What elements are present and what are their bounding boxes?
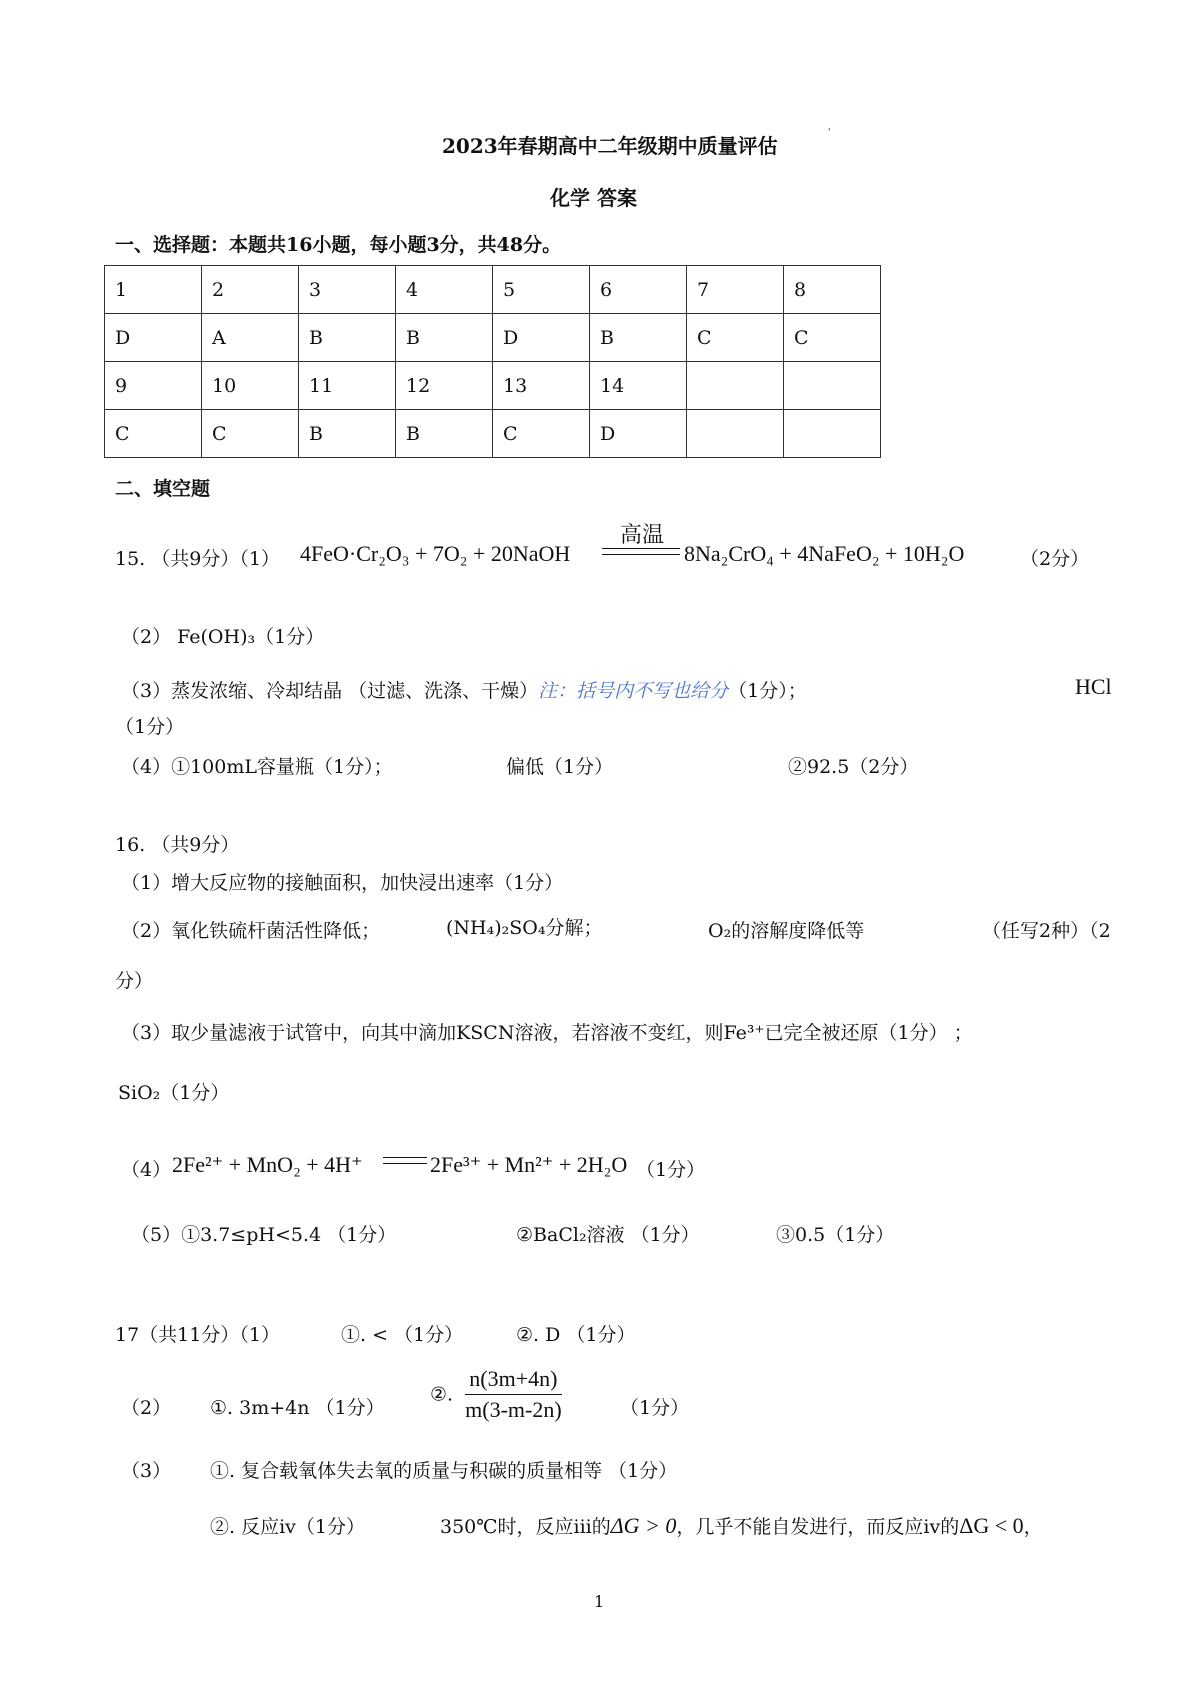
q16-part2-c: O₂的溶解度降低等 [708, 920, 865, 942]
q16-part4-score: （1分） [636, 1159, 706, 1181]
q17-part2-score: （1分） [620, 1397, 690, 1419]
table-cell: C [105, 410, 202, 458]
q15-part3-hcl-score: （1分） [115, 716, 185, 738]
q17-part3-c-math2: ΔG < 0 [959, 1513, 1024, 1538]
q16-label: 16. （共9分） [115, 834, 240, 856]
q15-label: 15. （共9分）（1） [115, 548, 280, 570]
q17-part3-c-text1: 350℃时，反应iii的 [440, 1516, 611, 1538]
q16-part2-a: （2）氧化铁硫杆菌活性降低； [121, 920, 381, 942]
q17-part1-b: ②. D （1分） [516, 1324, 636, 1346]
table-cell: B [396, 314, 493, 362]
table-cell: 5 [493, 266, 590, 314]
q15-part3-hcl: HCl [1075, 674, 1112, 699]
answer-table [104, 265, 881, 458]
table-cell [687, 362, 784, 410]
q17-part2-b [430, 1366, 568, 1423]
q17-part3-c-text2: ，几乎不能自发进行，而反应iv的 [676, 1516, 960, 1538]
table-cell: 1 [105, 266, 202, 314]
table-cell: D [105, 314, 202, 362]
table-row [105, 410, 881, 458]
page-subtitle: 化学 答案 [550, 186, 637, 210]
table-cell: 8 [784, 266, 881, 314]
table-cell [784, 362, 881, 410]
q17-part3-c [440, 1512, 1043, 1539]
q15-equation-score: （2分） [1020, 548, 1090, 570]
table-cell: C [202, 410, 299, 458]
q16-part4-label: （4） [121, 1159, 172, 1181]
q16-part4-left: 2Fe²⁺ + MnO₂ + 4H⁺ [172, 1152, 363, 1177]
table-cell: C [687, 314, 784, 362]
q17-part3-c-text3: ， [1023, 1516, 1043, 1538]
table-cell: B [299, 410, 396, 458]
q16-part4-right: 2Fe³⁺ + Mn²⁺ + 2H₂O [430, 1152, 628, 1177]
page-number: 1 [594, 1592, 605, 1611]
q17-label: 17（共11分）（1） [115, 1324, 280, 1346]
q17-part3-label: （3） [121, 1460, 172, 1482]
table-cell: A [202, 314, 299, 362]
q16-part5-b: ②BaCl₂溶液 （1分） [516, 1224, 700, 1246]
equation-double-bar [602, 548, 680, 555]
table-cell: C [493, 410, 590, 458]
section1-heading: 一、选择题：本题共16小题，每小题3分，共48分。 [115, 234, 562, 256]
table-cell: 3 [299, 266, 396, 314]
fraction-numerator: n(3m+4n) [465, 1366, 562, 1395]
section2-heading: 二、填空题 [115, 478, 211, 500]
q15-equation-left: 4FeO·Cr₂O₃ + 7O₂ + 20NaOH [300, 541, 571, 566]
table-cell: 2 [202, 266, 299, 314]
q17-part3-c-math1: ΔG > 0 [610, 1513, 677, 1538]
table-row [105, 314, 881, 362]
q16-part5-a: （5）①3.7≤pH<5.4 （1分） [131, 1224, 397, 1246]
table-cell [784, 410, 881, 458]
table-cell: B [590, 314, 687, 362]
q15-part4-a: （4）①100mL容量瓶（1分）； [121, 756, 393, 778]
table-cell: D [493, 314, 590, 362]
table-cell: 11 [299, 362, 396, 410]
q15-part3-score: （1分）； [728, 680, 807, 702]
q17-part2-b-prefix: ②. [430, 1383, 454, 1406]
page-title: 2023年春期高中二年级期中质量评估 [442, 134, 778, 158]
table-row [105, 362, 881, 410]
table-cell: B [299, 314, 396, 362]
table-cell: B [396, 410, 493, 458]
table-cell: D [590, 410, 687, 458]
q15-condition: 高温 [620, 522, 665, 547]
q17-part3-b: ②. 反应iv（1分） [210, 1516, 365, 1538]
q15-part3-main: （3）蒸发浓缩、冷却结晶 （过滤、洗涤、干燥） [121, 680, 539, 702]
table-cell: 12 [396, 362, 493, 410]
q15-part4-c: ②92.5（2分） [788, 756, 919, 778]
table-cell: 14 [590, 362, 687, 410]
fraction-denominator: m(3-m-2n) [465, 1397, 562, 1422]
q15-equation-right: 8Na₂CrO₄ + 4NaFeO₂ + 10H₂O [684, 541, 965, 566]
table-cell: 6 [590, 266, 687, 314]
table-cell: 10 [202, 362, 299, 410]
q17-part2-a: ①. 3m+4n （1分） [210, 1397, 385, 1419]
q17-part3-a: ①. 复合载氧体失去氧的质量与积碳的质量相等 （1分） [210, 1460, 678, 1482]
q15-part2: （2） Fe(OH)₃（1分） [121, 626, 325, 648]
table-cell [687, 410, 784, 458]
table-cell: C [784, 314, 881, 362]
table-cell: 7 [687, 266, 784, 314]
q16-part3-b: SiO₂（1分） [118, 1082, 230, 1104]
q16-part2-e: 分） [115, 970, 154, 992]
table-cell: 13 [493, 362, 590, 410]
stray-mark: ' [828, 128, 831, 138]
q15-part3 [121, 676, 807, 703]
q16-part3-a: （3）取少量滤液于试管中，向其中滴加KSCN溶液，若溶液不变红，则Fe³⁺已完全被还原（1分） ； [121, 1022, 973, 1044]
table-cell: 9 [105, 362, 202, 410]
q17-part1-a: ①. < （1分） [341, 1324, 464, 1346]
q17-part2-label: （2） [121, 1397, 172, 1419]
equation-double-bar [383, 1157, 427, 1164]
fraction [465, 1366, 562, 1423]
q15-part4-b: 偏低（1分） [506, 756, 614, 778]
table-row [105, 266, 881, 314]
q16-part2-b: (NH₄)₂SO₄分解； [446, 917, 603, 939]
q15-part3-note: 注：括号内不写也给分 [538, 680, 729, 702]
q16-part5-c: ③0.5（1分） [776, 1224, 895, 1246]
q16-part1: （1）增大反应物的接触面积，加快浸出速率（1分） [121, 872, 564, 894]
q16-part2-d: （任写2种）（2 [982, 920, 1111, 942]
table-cell: 4 [396, 266, 493, 314]
